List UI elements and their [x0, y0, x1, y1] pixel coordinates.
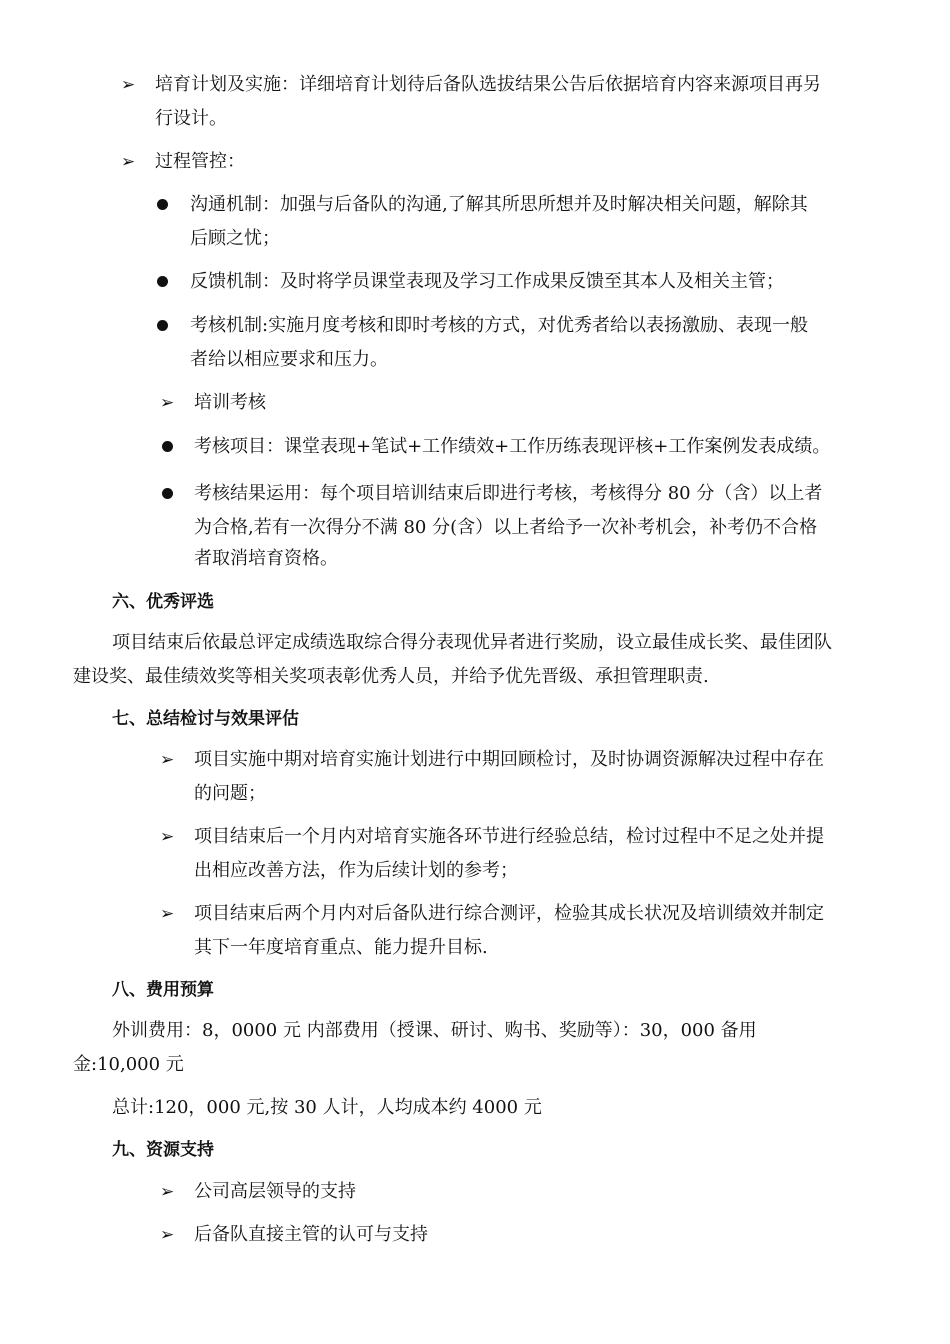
- sec7-item3-line2: 其下一年度培育重点、能力提升目标.: [194, 937, 488, 958]
- sec7-item2-line2: 出相应改善方法，作为后续计划的参考；: [194, 860, 518, 881]
- sec8-total: 总计:120，000 元,按 30 人计，人均成本约 4000 元: [112, 1097, 542, 1118]
- sec9-item2: 后备队直接主管的认可与支持: [194, 1224, 428, 1245]
- item-assess-items: 考核项目：课堂表现+笔试+工作绩效+工作历练表现评核+工作案例发表成绩。: [194, 436, 831, 457]
- item-comm-line2: 后顾之忧；: [190, 228, 280, 249]
- item-assess-result-line3: 者取消培育资格。: [194, 548, 338, 569]
- item-assess-mech-line1: 考核机制:实施月度考核和即时考核的方式，对优秀者给以表扬激励、表现一般: [190, 315, 809, 336]
- sec7-item1-line1: 项目实施中期对培育实施计划进行中期回顾检讨，及时协调资源解决过程中存在: [194, 749, 824, 770]
- arrow-bullet-icon: ➢: [160, 750, 175, 770]
- arrow-bullet-icon: ➢: [160, 1182, 175, 1202]
- arrow-bullet-icon: ➢: [160, 904, 175, 924]
- dot-bullet-icon: [157, 320, 168, 331]
- item-assess-mech-line2: 者给以相应要求和压力。: [190, 349, 388, 370]
- arrow-bullet-icon: ➢: [160, 1225, 175, 1245]
- arrow-bullet-icon: ➢: [160, 827, 175, 847]
- item-assess-result-line1: 考核结果运用：每个项目培训结束后即进行考核，考核得分 80 分（含）以上者: [194, 483, 823, 504]
- section-heading-6: 六、优秀评选: [112, 592, 214, 612]
- section-heading-7: 七、总结检讨与效果评估: [112, 709, 299, 729]
- item-training-plan-line1: 培育计划及实施：详细培育计划待后备队选拔结果公告后依据培育内容来源项目再另: [155, 74, 821, 95]
- item-comm-line1: 沟通机制：加强与后备队的沟通,了解其所思所想并及时解决相关问题，解除其: [190, 194, 808, 215]
- item-training-assess: 培训考核: [194, 392, 266, 413]
- dot-bullet-icon: [162, 488, 173, 499]
- arrow-bullet-icon: ➢: [121, 75, 136, 95]
- section-heading-8: 八、费用预算: [112, 980, 214, 1000]
- sec7-item2-line1: 项目结束后一个月内对培育实施各环节进行经验总结，检讨过程中不足之处并提: [194, 826, 824, 847]
- sec7-item1-line2: 的问题；: [194, 783, 266, 804]
- item-assess-result-line2: 为合格,若有一次得分不满 80 分(含）以上者给予一次补考机会，补考仍不合格: [194, 517, 818, 538]
- sec7-item3-line1: 项目结束后两个月内对后备队进行综合测评，检验其成长状况及培训绩效并制定: [194, 903, 824, 924]
- sec8-budget-line1: 外训费用：8，0000 元 内部费用（授课、研讨、购书、奖励等）：30，000 备用: [112, 1020, 757, 1041]
- sec9-item1: 公司高层领导的支持: [194, 1181, 356, 1202]
- sec6-para-line1: 项目结束后依最总评定成绩选取综合得分表现优异者进行奖励，设立最佳成长奖、最佳团队: [112, 632, 832, 653]
- arrow-bullet-icon: ➢: [121, 152, 136, 172]
- sec6-para-line2: 建设奖、最佳绩效奖等相关奖项表彰优秀人员，并给予优先晋级、承担管理职责.: [73, 666, 709, 687]
- section-heading-9: 九、资源支持: [112, 1140, 214, 1160]
- item-process-control: 过程管控：: [155, 151, 245, 172]
- item-feedback: 反馈机制：及时将学员课堂表现及学习工作成果反馈至其本人及相关主管；: [190, 271, 784, 292]
- item-training-plan-line2: 行设计。: [155, 108, 227, 129]
- dot-bullet-icon: [157, 276, 168, 287]
- dot-bullet-icon: [157, 199, 168, 210]
- sec8-budget-line2: 金:10,000 元: [73, 1054, 184, 1075]
- dot-bullet-icon: [162, 441, 173, 452]
- arrow-bullet-icon: ➢: [160, 393, 175, 413]
